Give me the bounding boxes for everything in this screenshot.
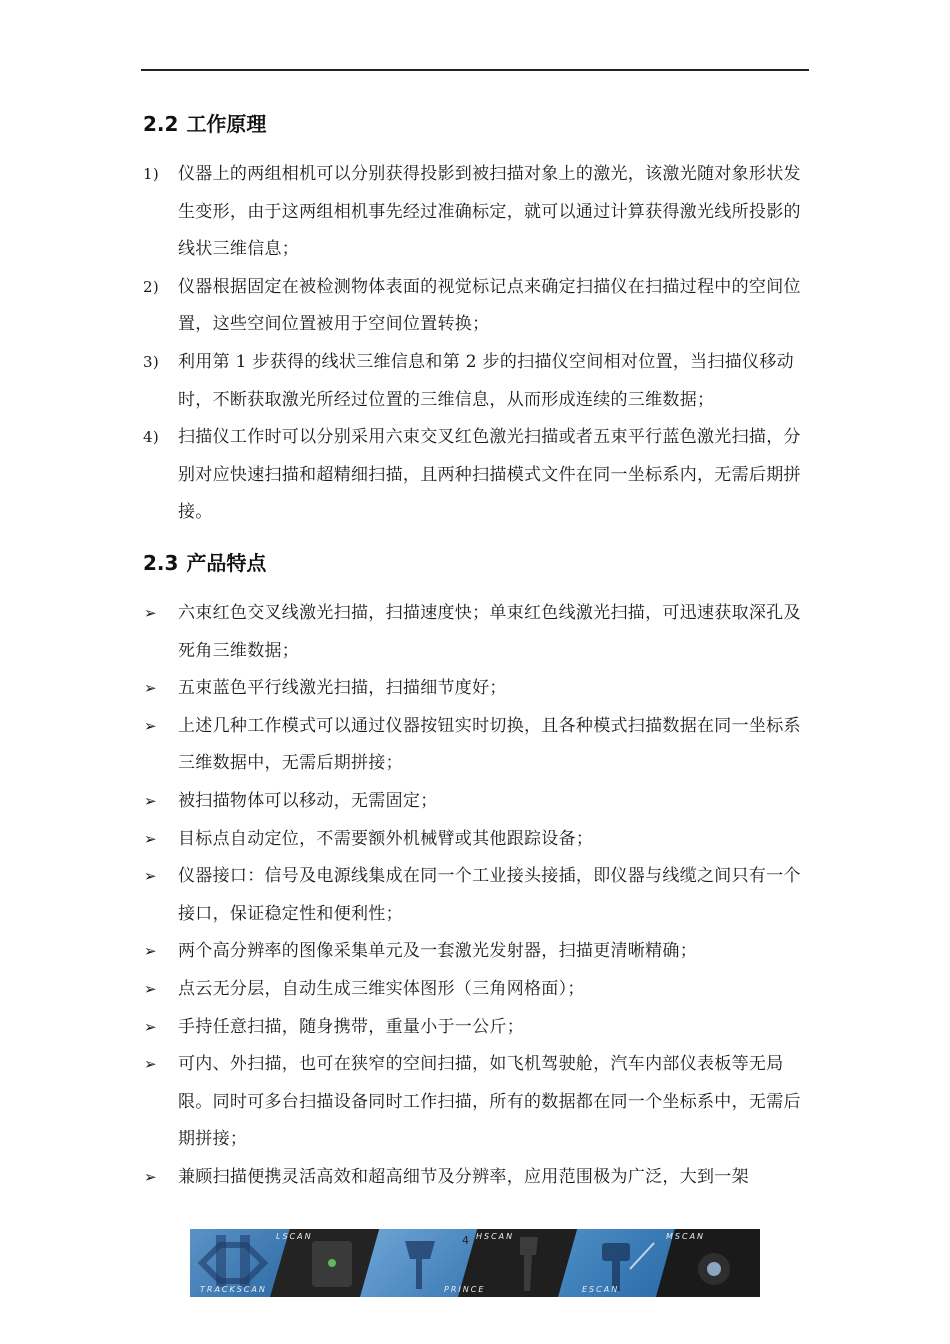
list-item-text: 可内、外扫描，也可在狭窄的空间扫描，如飞机驾驶舱，汽车内部仪表板等无局限。同时可多台扫描设备同时工作扫描，所有的数据都在同一个坐标系中，无需后期拼接； — [178, 1054, 801, 1150]
list-item — [141, 419, 811, 532]
list-item-text: 利用第 1 步获得的线状三维信息和第 2 步的扫描仪空间相对位置，当扫描仪移动时，不断获取激光所经过位置的三维信息，从而形成连续的三维数据； — [178, 351, 794, 410]
arrow-bullet-icon: ➢ — [144, 679, 157, 698]
arrow-bullet-icon: ➢ — [144, 829, 157, 848]
list-item-text: 被扫描物体可以移动，无需固定； — [178, 790, 438, 811]
list-item-text: 兼顾扫描便携灵活高效和超高细节及分辨率，应用范围极为广泛，大到一架 — [178, 1166, 749, 1187]
list-item — [141, 933, 811, 971]
list-marker: 2) — [143, 277, 159, 296]
list-item — [141, 1046, 811, 1159]
arrow-bullet-icon: ➢ — [144, 604, 157, 622]
list-item-text: 仪器上的两组相机可以分别获得投影到被扫描对象上的激光，该激光随对象形状发生变形，由于这两组相机事先经过准确标定，就可以通过计算获得激光线所投影的线状三维信息； — [178, 164, 801, 260]
brand-lscan: LSCAN — [276, 1232, 313, 1241]
arrow-bullet-icon: ➢ — [144, 867, 157, 886]
product-banner — [190, 1229, 760, 1297]
arrow-bullet-icon: ➢ — [144, 942, 157, 961]
section-heading-2-2 — [143, 108, 266, 137]
working-principle-list — [141, 156, 811, 532]
list-item-text: 扫描仪工作时可以分别采用六束交叉红色激光扫描或者五束平行蓝色激光扫描，分别对应快速扫描和超精细扫描，且两种扫描模式文件在同一坐标系内，无需后期拼接。 — [178, 427, 801, 523]
list-item-text: 两个高分辨率的图像采集单元及一套激光发射器，扫描更清晰精确； — [178, 941, 697, 962]
list-item-text: 目标点自动定位，不需要额外机械臂或其他跟踪设备； — [178, 828, 594, 849]
page-number: 4 — [462, 1234, 469, 1247]
list-item — [141, 156, 811, 269]
list-item-text: 六束红色交叉线激光扫描，扫描速度快；单束红色线激光扫描，可迅速获取深孔及死角三维数据； — [178, 603, 801, 661]
arrow-bullet-icon: ➢ — [144, 1017, 157, 1036]
header-rule — [141, 69, 809, 71]
arrow-bullet-icon: ➢ — [144, 791, 157, 810]
brand-prince: PRINCE — [444, 1285, 486, 1294]
section-heading-2-3 — [143, 547, 266, 576]
list-marker: 3) — [143, 352, 159, 371]
arrow-bullet-icon: ➢ — [144, 716, 157, 735]
list-item — [141, 858, 811, 933]
list-item — [141, 1009, 811, 1047]
arrow-bullet-icon: ➢ — [144, 1055, 157, 1074]
brand-escan: ESCAN — [582, 1285, 620, 1294]
brand-hscan: HSCAN — [476, 1232, 515, 1241]
list-item — [141, 971, 811, 1009]
list-item-text: 仪器接口：信号及电源线集成在同一个工业接头接插，即仪器与线缆之间只有一个接口，保证稳定性和便利性； — [178, 866, 801, 924]
list-item — [141, 821, 811, 859]
list-item — [141, 269, 811, 344]
brand-trackscan: TRACKSCAN — [200, 1285, 267, 1294]
list-item — [141, 670, 811, 708]
list-item-text: 点云无分层，自动生成三维实体图形（三角网格面）； — [178, 978, 585, 999]
list-item-text: 手持任意扫描，随身携带，重量小于一公斤； — [178, 1016, 524, 1037]
product-features-list — [141, 595, 811, 1197]
arrow-bullet-icon: ➢ — [144, 1167, 157, 1186]
arrow-bullet-icon: ➢ — [144, 979, 157, 998]
list-item — [141, 1159, 811, 1197]
section-number: 2.3 — [143, 551, 179, 575]
list-marker: 4) — [143, 428, 159, 447]
list-item — [141, 595, 811, 670]
section-title: 产品特点 — [186, 551, 267, 575]
brand-mscan: MSCAN — [666, 1232, 706, 1241]
section-title: 工作原理 — [186, 112, 267, 136]
list-item — [141, 344, 811, 419]
list-item — [141, 783, 811, 821]
list-item-text: 上述几种工作模式可以通过仪器按钮实时切换，且各种模式扫描数据在同一坐标系三维数据中，无需后期拼接； — [178, 715, 801, 774]
list-marker: 1) — [143, 165, 159, 183]
list-item — [141, 708, 811, 783]
list-item-text: 五束蓝色平行线激光扫描，扫描细节度好； — [178, 678, 507, 699]
section-number: 2.2 — [143, 112, 179, 136]
list-item-text: 仪器根据固定在被检测物体表面的视觉标记点来确定扫描仪在扫描过程中的空间位置，这些空间位置被用于空间位置转换； — [178, 276, 801, 335]
